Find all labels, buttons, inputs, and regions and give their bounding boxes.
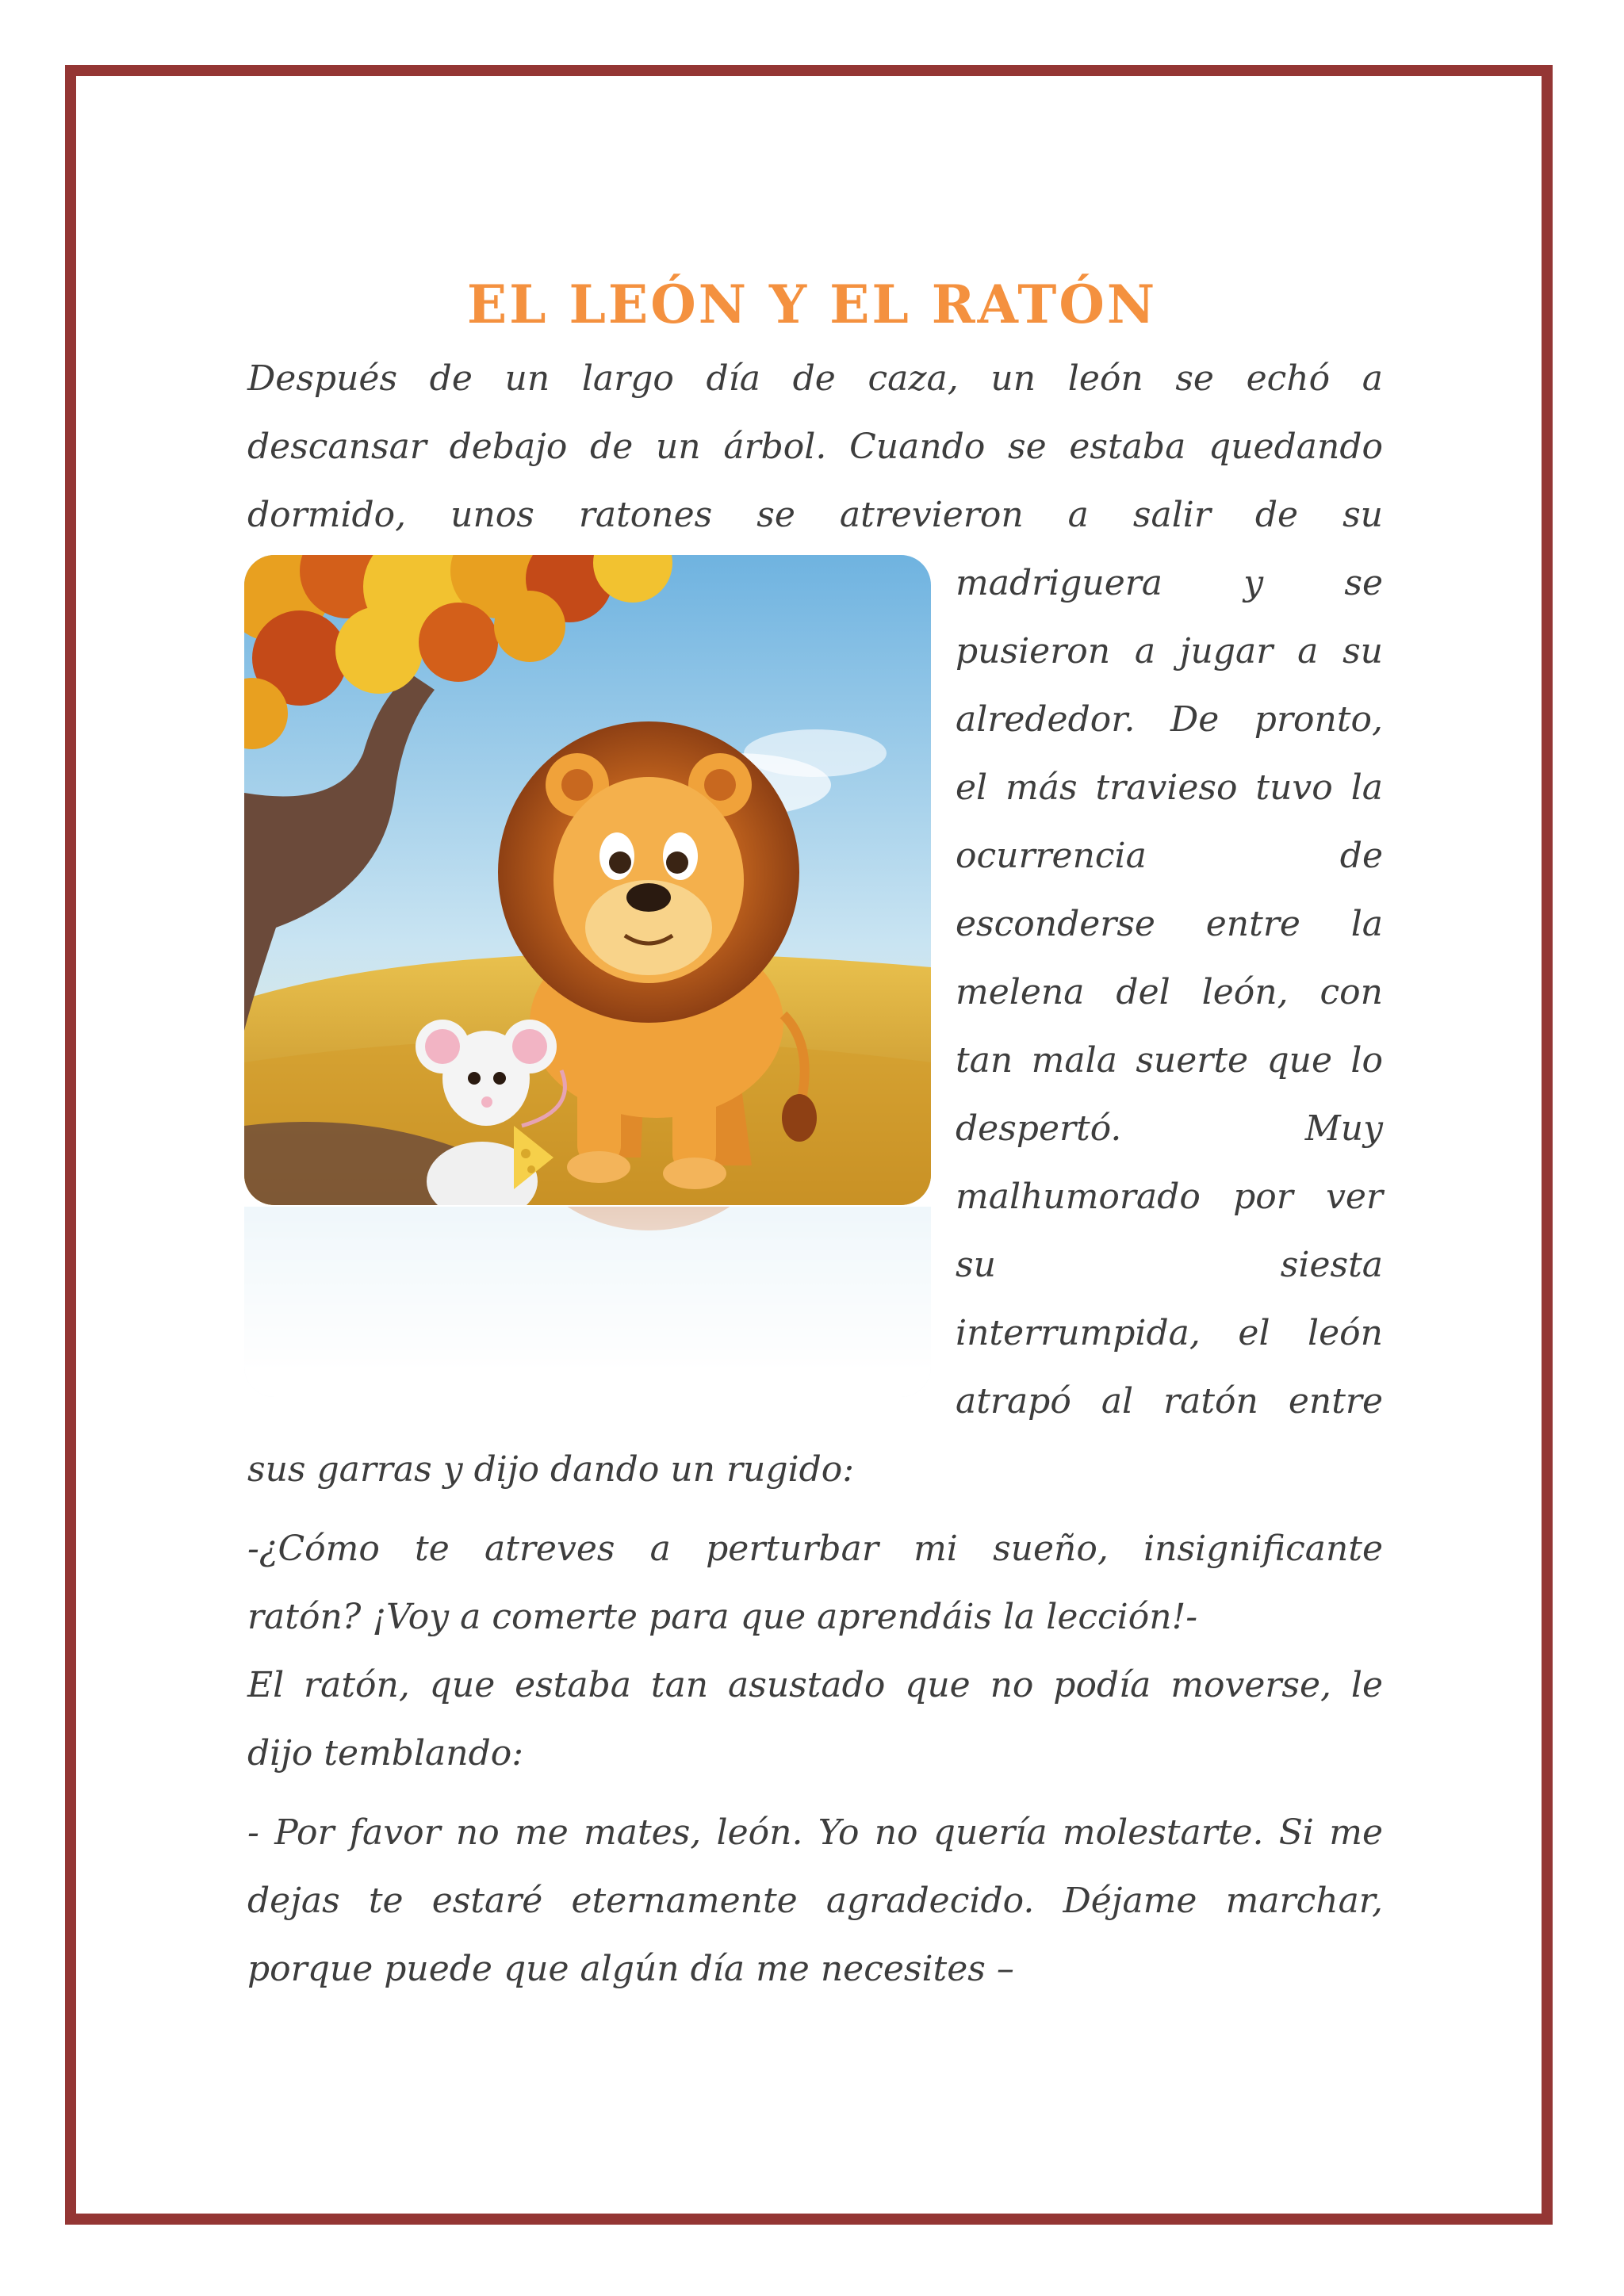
story-line: sus garras y dijo dando un rugido: [247,1449,855,1490]
story-line: madriguera y se [956,563,1383,603]
story-line: melena del león, con [956,972,1383,1012]
story-line: despertó. Muy [956,1108,1383,1149]
story-line: interrumpida, el león [956,1313,1383,1353]
story-line: ocurrencia de [956,836,1383,876]
story-line: -¿Cómo te atreves a perturbar mi sueño, insignificante [247,1529,1383,1569]
story-line: alrededor. De pronto, [956,699,1383,740]
story-line: el más travieso tuvo la [956,767,1383,808]
story-line: su siesta [956,1245,1383,1285]
story-line: dormido, unos ratones se atrevieron a salir de su [247,495,1383,535]
story-line: pusieron a jugar a su [956,631,1383,672]
story-line: Después de un largo día de caza, un león se echó a [247,358,1383,399]
story-title: EL LEÓN Y EL RATÓN [466,274,1158,335]
story-line: dijo temblando: [247,1733,524,1774]
story-line: malhumorado por ver [956,1177,1383,1217]
story-line: tan mala suerte que lo [956,1040,1383,1081]
story-line: atrapó al ratón entre [956,1381,1383,1422]
story-line: dejas te estaré eternamente agradecido. Déjame marchar, [247,1881,1383,1921]
story-line: descansar debajo de un árbol. Cuando se estaba quedando [247,427,1383,467]
story-line: El ratón, que estaba tan asustado que no podía moverse, le [247,1665,1383,1705]
illustration-reflection [244,1207,931,1397]
story-line: esconderse entre la [956,904,1383,944]
story-line: ratón? ¡Voy a comerte para que aprendáis la lección!- [247,1597,1198,1637]
story-line: porque puede que algún día me necesites – [247,1949,1014,1989]
story-line: - Por favor no me mates, león. Yo no quería molestarte. Si me [247,1812,1383,1853]
lion-mouse-illustration [244,555,931,1205]
